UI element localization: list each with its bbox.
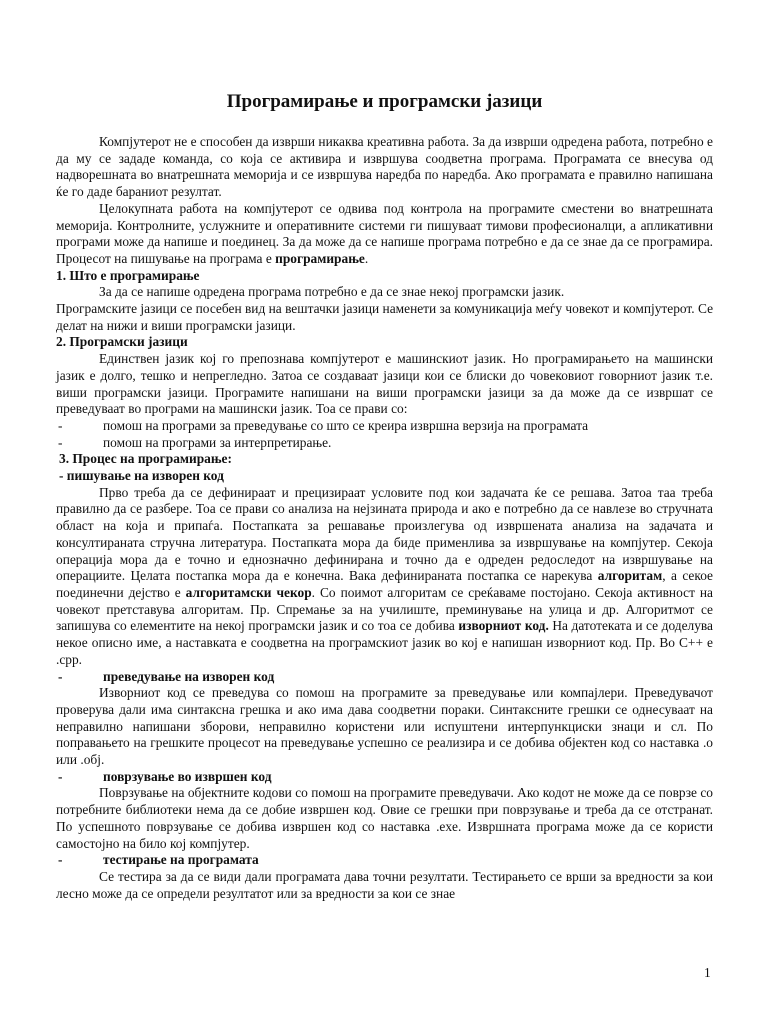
paragraph-languages-intro: Програмските јазици се посебен вид на вештачки јазици наменети за комуникација меѓу човекот и компјутерот. Се делат на нижи и виши програмски јазици.: [56, 301, 714, 333]
term-algoritam: алгоритам: [597, 568, 663, 584]
document-body: [56, 90, 713, 902]
list-item: - помош на програми за преведување со што се креира извршна верзија на програмата: [58, 417, 589, 433]
section-heading-1: 1. Што е програмирање: [56, 267, 200, 283]
section-heading-2: 2. Програмски јазици: [56, 334, 188, 350]
list-item-test: - тестирање на програмата: [58, 852, 259, 868]
paragraph-algorithm: Прво треба да се дефинираат и прецизираат условите под кои задачата ќе се решава. Затоа таа треба правилно да се разбере. Тоа се прави со анализа на нејзината природа и ако е потребно да се навлезе во стручната област на која и припаѓа. Постапката за решавање произлегува од извршената анализа на задачата и консултираната стручна литература. Постапката мора да биде применлива за извршување на компјутер. Секоја операција мора да е точно и еднозначно дефинирана и точно да е одреден редоследот на извршување на операциите. Целата постапка мора да е конечна. Вака дефинираната постапка се нарекува алгоритам, а секое поединечни дејство е алгоритамски чекор. Со поимот алгоритам се среќаваме постојано. Секоја активност на човекот претставува алгоритам. Пр. Спремање за на училиште, преминување на улица и др. Алгоритмот се запишува со елементите на некој програмски јазик и со тоа се добива изворниот код. На датотеката и се доделува некое описно име, а наставката е соодветна на програмскиот јазик во кој е напишан изворниот код. Пр. Во С++ е .cpp.: [56, 484, 714, 667]
paragraph-machine-language: Единствен јазик кој го препознава компјутерот е машинскиот јазик. Но програмирањето на машински јазик е долго, тешко и непрегледно. Затоа се создаваат јазици кои се блиски до човековиот говорниот јазик т.е. виши програмски јазици. Програмите напишани на виши програмски јазици за да може да се извршат се преведуваат во програми на машински јазик. Тоа се прави со:: [56, 351, 713, 417]
list-item-link: - поврзување во извршен код: [58, 768, 272, 784]
list-dash: -: [58, 417, 63, 433]
paragraph-compile: Изворниот код се преведува со помош на програмите за преведување или компајлери. Преведувачот проверува дали има синтаксна грешка и ако има дава соодветни пораки. Синтаксните грешки се однесуваат на неправилно напишани зборови, неправилно користени или испуштени интерпункциски знаци и сл. По поправањето на грешките процесот на преведување успешно се реализира и се добива објектен код со наставка .о или .обј.: [56, 685, 713, 768]
paragraph-intro: Компјутерот не е способен да изврши никаква креативна работа. За да изврши одредена работа, потребно е да му се зададе команда, со која се активира и извршува соодветна програма. Програмата се внесува од надворешната во внатрешната меморија и се извршува наредба по наредба. Ако програмата е правилно напишана ќе го даде бараниот резултат.: [56, 134, 713, 200]
list-dash: -: [58, 434, 63, 450]
list-dash: -: [58, 852, 63, 868]
paragraph-test: Се тестира за да се види дали програмата дава точни резултати. Тестирањето се врши за вредности за кои лесно може да се определи резултатот или за вредности за кои се знае: [56, 868, 713, 901]
list-item-compile: - преведување на изворен код: [58, 668, 275, 684]
term-algoritamski-chekor: алгоритамски чекор: [185, 584, 312, 600]
document-title: Програмирање и програмски јазици: [226, 91, 543, 112]
paragraph-programming-definition: Целокупната работа на компјутерот се одвива под контрола на програмите сместени во внатрешната меморија. Контролните, услужните и оперативните системи ги пишуваат тимови професионалци, а апликативни програми може да напише и поединец. За да може да се напише програма потребно е да се знае да се програмира. Процесот на пишување на програма е програмирање.: [56, 200, 713, 266]
term-programiranje: програмирање: [275, 250, 365, 266]
paragraph-language-needed: За да се напише одредена програма потребно е да се знае некој програмски јазик.: [99, 284, 565, 300]
term-izvoren-kod: изворниот код.: [458, 618, 549, 634]
list-item: - помош на програми за интерпретирање.: [58, 434, 332, 450]
subheading-source-code: - пишување на изворен код: [59, 468, 224, 484]
paragraph-link: Поврзување на објектните кодови со помош на програмите преведувачи. Ако кодот не може да се поврзе со потребните библиотеки нема да се добие извршен код. Овие се грешки при поврзување и треба да се отстранат. По успешното поврзување се добива извршен код со наставка .exe. Извршната програма може да се користи самостојно на било кој компјутер.: [56, 785, 713, 851]
section-heading-3: 3. Процес на програмирање:: [59, 451, 232, 467]
list-dash: -: [58, 668, 63, 684]
page-number: 1: [704, 965, 711, 980]
list-dash: -: [58, 768, 63, 784]
